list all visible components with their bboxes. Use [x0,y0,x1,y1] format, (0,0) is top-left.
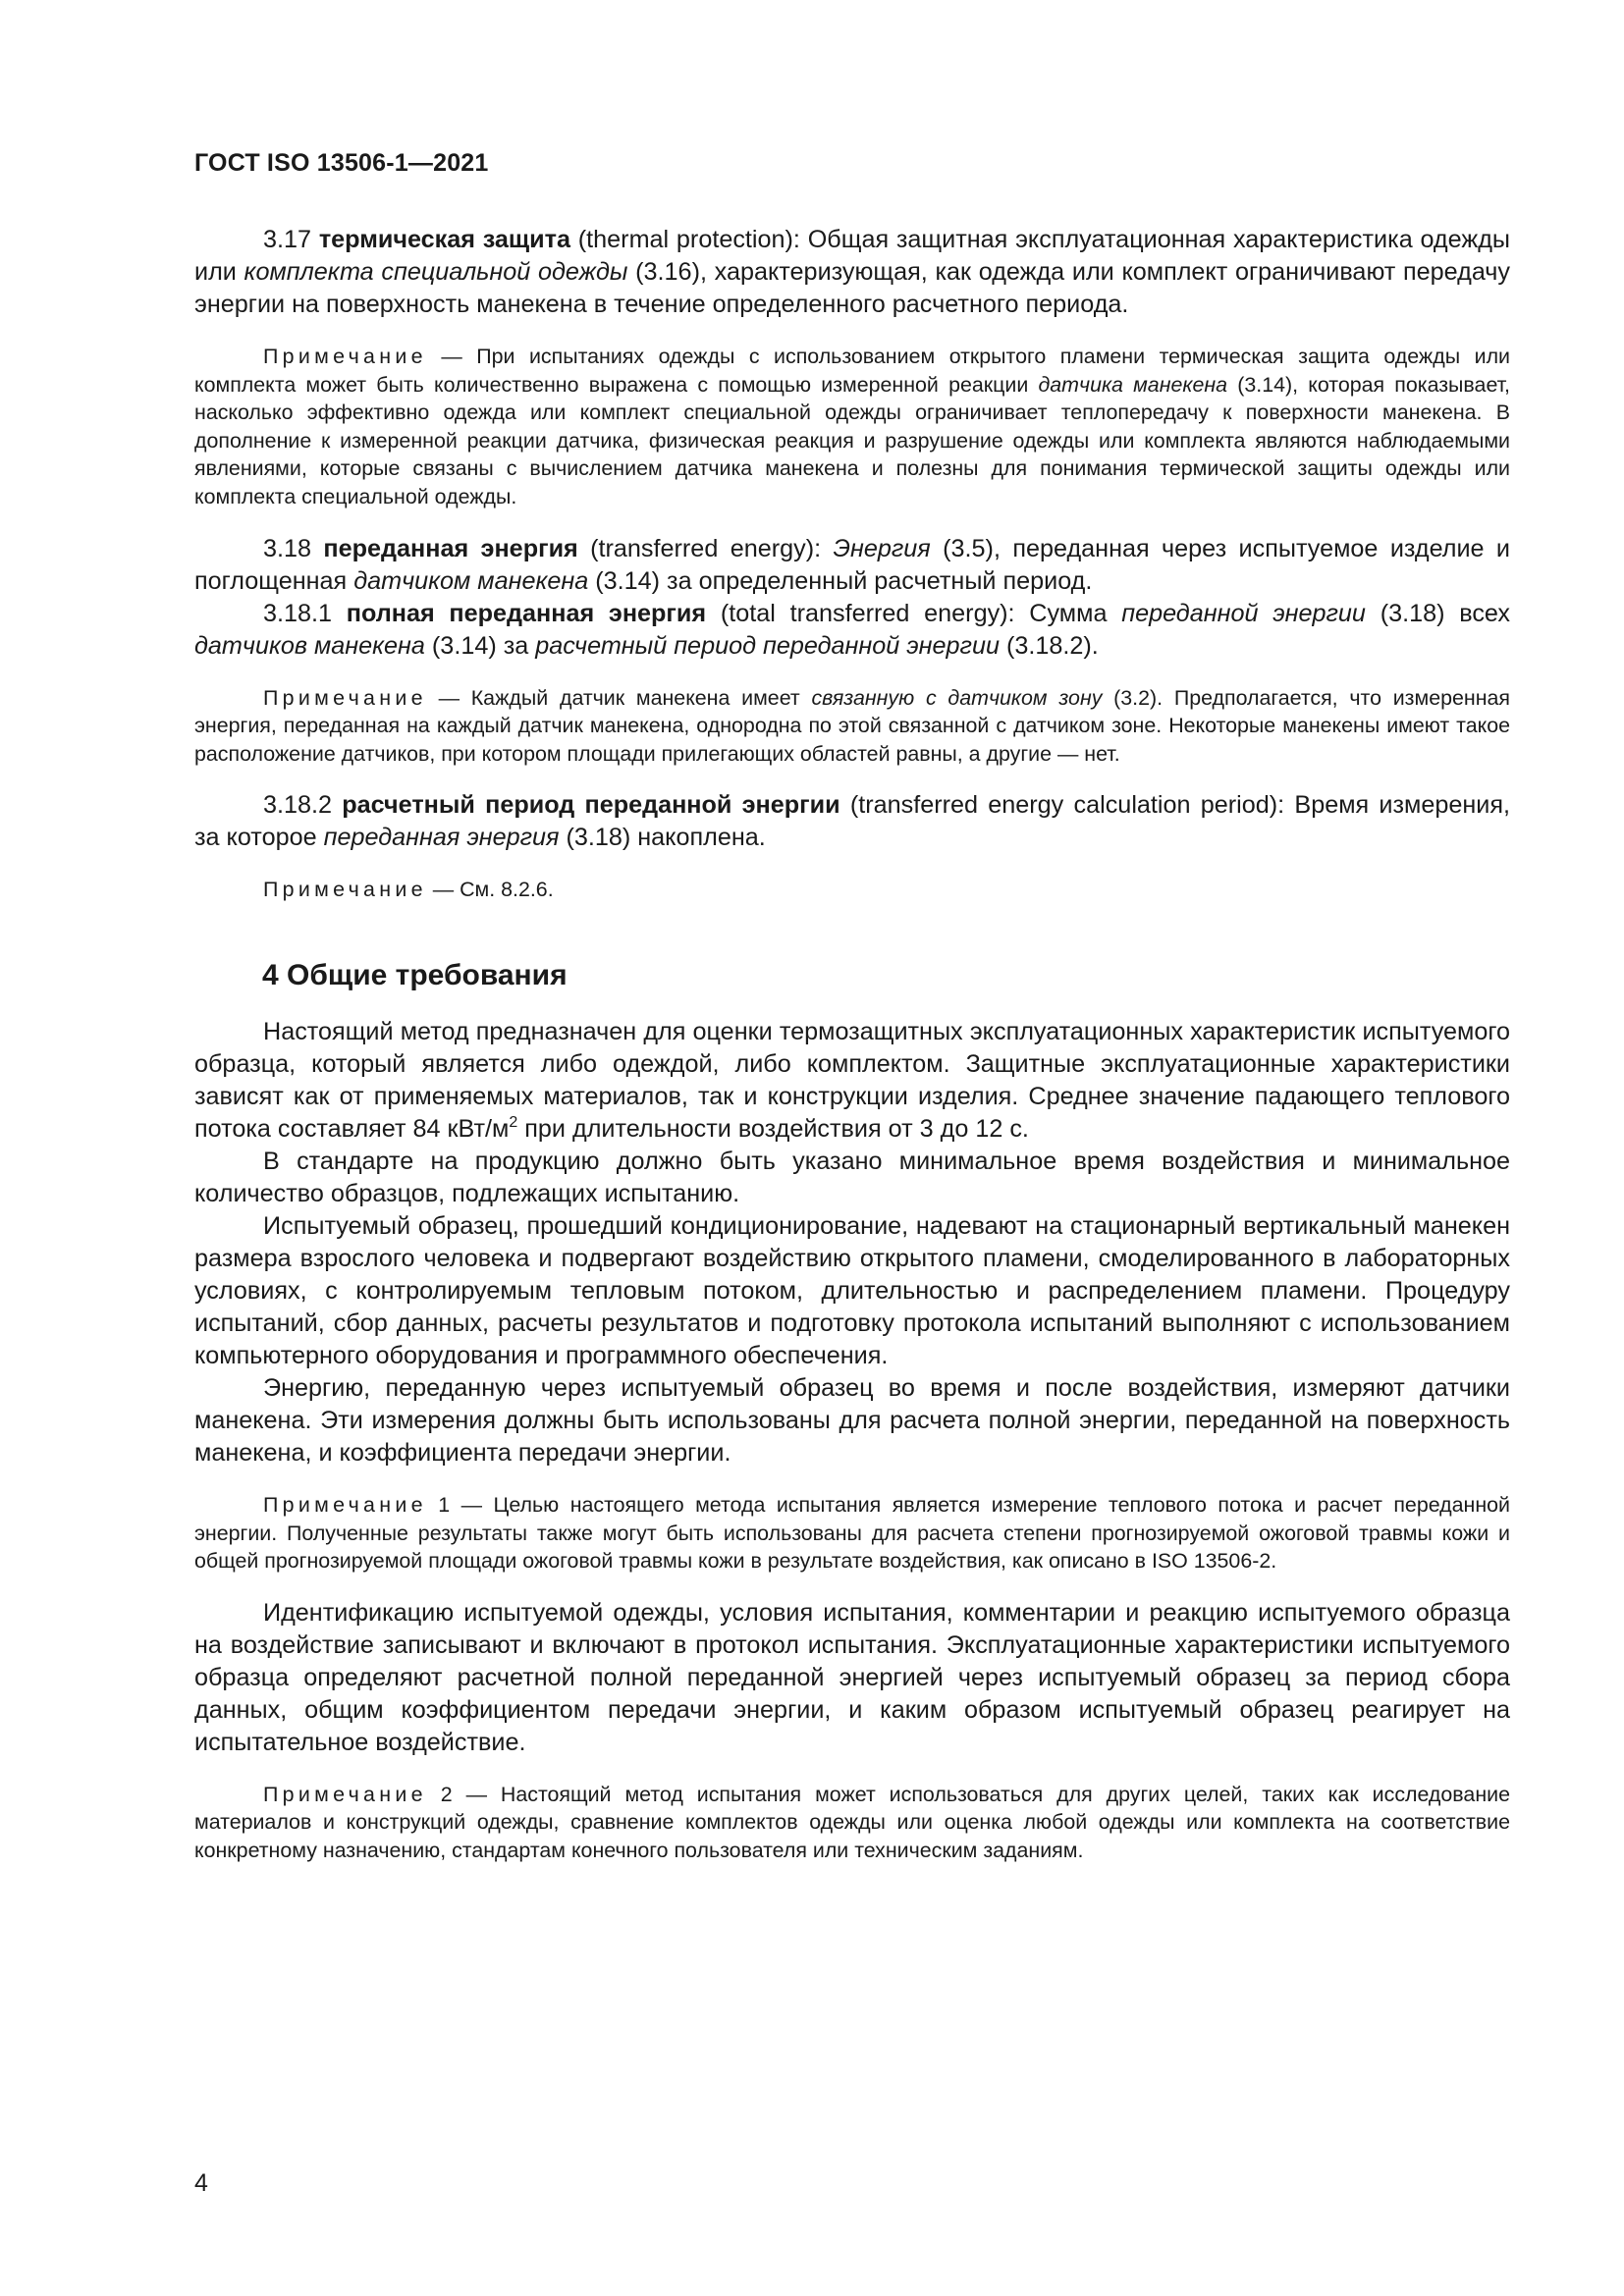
superscript: 2 [509,1113,518,1131]
term-reference: переданная энергия [323,824,560,852]
term-reference: датчиков манекена [194,631,425,660]
term-reference: связанную с датчиком зону [811,685,1103,710]
note-label: Примечание [263,878,427,902]
term-reference: комплекта специальной одежды [244,258,628,286]
note-label: Примечание [263,345,427,368]
page-number: 4 [194,2169,208,2197]
term-reference: Энергия [833,534,931,562]
term-title: термическая защита [318,226,570,253]
term-title: переданная энергия [323,534,578,562]
note-3-17: Примечание — При испытаниях одежды с использованием открытого пламени термическая защита одежды или комплекта может быть количественно выражена с помощью измеренной реакции датчика манекена (3.14), которая показывает, насколько эффективно одежда или комплект специальной одежды ограничивает теплопередачу к поверхности манекена. В дополнение к измеренной реакции датчика, физическая реакция и разрушение одежды или комплекта являются наблюдаемыми явлениями, которые связаны с вычислением датчика манекена и полезны для понимания термической защиты одежды или комплекта специальной одежды. [194,345,1510,508]
note-label: Примечание [263,1492,427,1517]
term-3-18-2: 3.18.2 расчетный период переданной энергии (transferred energy calculation period): Время измерения, за которое переданная энергия (3.18) накоплена. [194,791,1510,852]
term-reference: переданной энергии [1121,599,1366,627]
section-4-paragraph-5: Идентификацию испытуемой одежды, условия испытания, комментарии и реакцию испытуемого образца на воздействие записывают и включают в протокол испытания. Эксплуатационные характеристики испытуемого образца определяют расчетной полной переданной энергией через испытуемый образец за период сбора данных, общим коэффициентом передачи энергии, и каким образом испытуемый образец реагирует на испытательное воздействие. [194,1598,1510,1756]
section-4-heading: 4 Общие требования [262,958,568,991]
section-4-paragraph-1: Настоящий метод предназначен для оценки термозащитных эксплуатационных характеристик испытуемого образца, который является либо одеждой, либо комплектом. Защитные эксплуатационные характеристики зависят как от применяемых материалов, так и конструкции изделия. Среднее значение падающего теплового потока составляет 84 кВт/$м^2$ при длительности воздействия от 3 до 12 с. [194,1017,1510,1143]
section-4-note-1: Примечание 1 — Целью настоящего метода испытания является измерение теплового потока и расчет переданной энергии. Полученные результаты также могут быть использованы для расчета степени прогнозируемой ожоговой травмы кожи и общей прогнозируемой площади ожоговой травмы кожи в результате воздействия, как описано в ISO 13506-2. [194,1492,1510,1574]
term-reference: датчика манекена [1038,372,1228,397]
term-3-18-1: 3.18.1 полная переданная энергия (total transferred energy): Сумма переданной энергии (3.18) всех датчиков манекена (3.14) за расчетный период переданной энергии (3.18.2). [194,599,1510,660]
term-title: расчетный период переданной энергии [342,791,840,820]
term-title: полная переданная энергия [346,599,707,627]
note-label: Примечание [263,685,427,710]
note-label: Примечание [263,1782,427,1806]
section-4-paragraph-3: Испытуемый образец, прошедший кондиционирование, надевают на стационарный вертикальный манекен размера взрослого человека и подвергают воздействию открытого пламени, смоделированного в лабораторных условиях, с контролируемым тепловым потоком, длительностью и распределением пламени. Процедуру испытаний, сбор данных, расчеты результатов и подготовку протокола испытаний выполняют с использованием компьютерного оборудования и программного обеспечения. [194,1211,1510,1369]
term-3-18: 3.18 переданная энергия (transferred energy): Энергия (3.5), переданная через испытуемое изделие и поглощенная датчиком манекена (3.14) за определенный расчетный период. [194,534,1510,595]
term-reference: расчетный период переданной энергии [535,631,1000,660]
section-4-note-2: Примечание 2 — Настоящий метод испытания может использоваться для других целей, таких как исследование материалов и конструкций одежды, сравнение комплектов одежды или оценка любой одежды или комплекта на соответствие конкретному назначению, стандартам конечного пользователя или техническим заданиям. [194,1782,1510,1862]
term-reference: датчиком манекена [353,566,589,595]
document-code-header: ГОСТ ISO 13506-1—2021 [194,149,489,177]
note-3-18-1: Примечание — Каждый датчик манекена имеет связанную с датчиком зону (3.2). Предполагается, что измеренная энергия, переданная на каждый датчик манекена, однородна по этой связанной с датчиком зоне. Некоторые манекены имеют такое расположение датчиков, при котором площади прилегающих областей равны, а другие — нет. [194,685,1510,766]
note-3-18-2: Примечание — См. 8.2.6. [263,878,554,902]
term-3-17: 3.17 термическая защита (thermal protection): Общая защитная эксплуатационная характеристика одежды или комплекта специальной одежды (3.16), характеризующая, как одежда или комплект ограничивают передачу энергии на поверхность манекена в течение определенного расчетного периода. [194,226,1511,318]
section-4-paragraph-4: Энергию, переданную через испытуемый образец во время и после воздействия, измеряют датчики манекена. Эти измерения должны быть использованы для расчета полной энергии, переданной на поверхность манекена, и коэффициента передачи энергии. [194,1373,1510,1467]
document-body [194,224,1510,1865]
section-4-paragraph-2: В стандарте на продукцию должно быть указано минимальное время воздействия и минимальное количество образцов, подлежащих испытанию. [194,1147,1510,1207]
